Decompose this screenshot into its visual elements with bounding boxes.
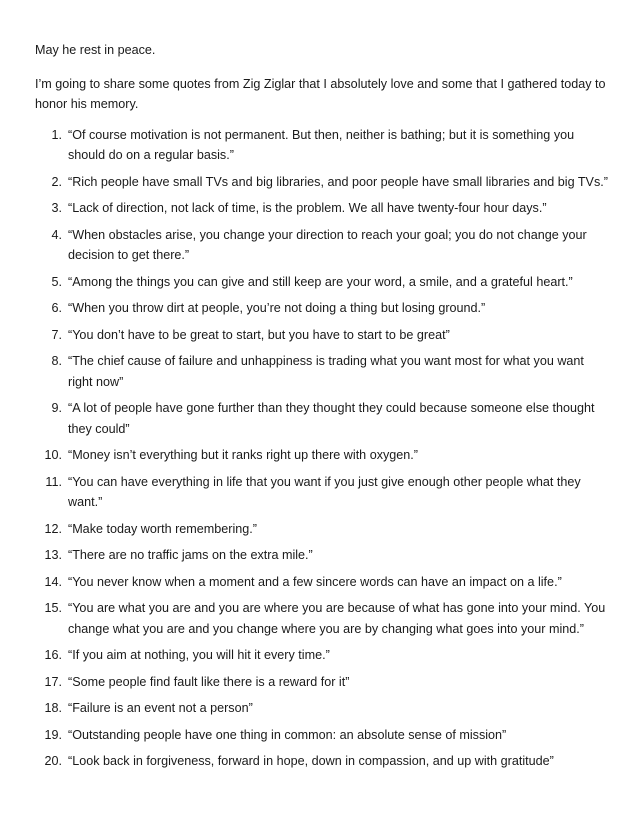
list-item [35, 198, 610, 219]
list-number: 10. [44, 448, 62, 462]
list-number: 16. [44, 648, 62, 662]
list-item [35, 751, 610, 772]
list-item [35, 698, 610, 719]
quote-text: “Some people find fault like there is a reward for it” [68, 674, 350, 689]
quote-text: “Look back in forgiveness, forward in hope, down in compassion, and up with gratitude” [68, 754, 554, 768]
quote-text: “A lot of people have gone further than they thought they could because someone else thought they could” [68, 401, 595, 436]
list-number: 2. [51, 174, 62, 189]
list-number: 12. [44, 521, 62, 536]
quote-text: “You don’t have to be great to start, but you have to start to be great” [68, 327, 450, 342]
list-number: 13. [44, 548, 62, 562]
quote-text: “Among the things you can give and still keep are your word, a smile, and a grateful heart.” [68, 274, 573, 289]
quote-text: “Make today worth remembering.” [68, 521, 257, 536]
quote-text: “The chief cause of failure and unhappiness is trading what you want most for what you want right now” [68, 354, 584, 389]
list-number: 8. [51, 354, 62, 368]
quote-text: “You are what you are and you are where you are because of what has gone into your mind. You change what you are and you change where you are by changing what goes into your mind.” [68, 601, 606, 636]
list-item [35, 598, 610, 639]
list-item [35, 725, 610, 746]
list-number: 7. [51, 327, 62, 342]
list-item [35, 272, 610, 293]
quote-text: “Outstanding people have one thing in common: an absolute sense of mission” [68, 727, 507, 742]
list-item [35, 472, 610, 513]
list-number: 9. [51, 401, 62, 415]
list-number: 19. [44, 727, 62, 742]
list-item [35, 519, 610, 540]
quote-text: “You can have everything in life that you want if you just give enough other people what they want.” [68, 474, 581, 509]
list-item [35, 225, 610, 266]
list-number: 17. [44, 674, 62, 689]
quote-text: “You never know when a moment and a few sincere words can have an impact on a life.” [68, 574, 562, 589]
list-item [35, 545, 610, 566]
quote-text: “There are no traffic jams on the extra mile.” [68, 548, 313, 562]
list-item [35, 351, 610, 392]
list-number: 18. [44, 701, 62, 715]
lead-paragraph: I’m going to share some quotes from Zig Ziglar that I absolutely love and some that I gathered today to honor his memory. [35, 76, 606, 111]
quote-text: “When obstacles arise, you change your direction to reach your goal; you do not change your decision to get there.” [68, 227, 587, 262]
quote-text: “Rich people have small TVs and big libraries, and poor people have small libraries and big TVs.” [68, 174, 608, 189]
quote-text: “Lack of direction, not lack of time, is the problem. We all have twenty-four hour days.” [68, 201, 547, 215]
list-item [35, 125, 610, 166]
list-number: 15. [44, 601, 62, 615]
list-number: 11. [45, 474, 62, 489]
quote-text: “If you aim at nothing, you will hit it every time.” [68, 648, 330, 662]
list-item [35, 325, 610, 346]
list-item [35, 298, 610, 319]
list-item [35, 445, 610, 466]
list-item [35, 398, 610, 439]
list-number: 3. [51, 201, 62, 215]
list-item [35, 172, 610, 193]
quote-text: “Money isn’t everything but it ranks right up there with oxygen.” [68, 448, 418, 462]
list-number: 5. [51, 274, 62, 289]
intro-paragraph: May he rest in peace. [35, 43, 156, 57]
list-item [35, 672, 610, 693]
quote-text: “Failure is an event not a person” [68, 701, 253, 715]
list-number: 1. [51, 127, 62, 142]
quotes-list [35, 125, 610, 772]
document-page [35, 40, 610, 778]
list-item [35, 572, 610, 593]
list-number: 6. [51, 301, 62, 315]
list-item [35, 645, 610, 666]
quote-text: “Of course motivation is not permanent. But then, neither is bathing; but it is something you should do on a regular basis.” [68, 127, 575, 162]
list-number: 14. [44, 574, 62, 589]
list-number: 20. [44, 754, 62, 768]
quote-text: “When you throw dirt at people, you’re not doing a thing but losing ground.” [68, 301, 486, 315]
list-number: 4. [51, 227, 62, 242]
